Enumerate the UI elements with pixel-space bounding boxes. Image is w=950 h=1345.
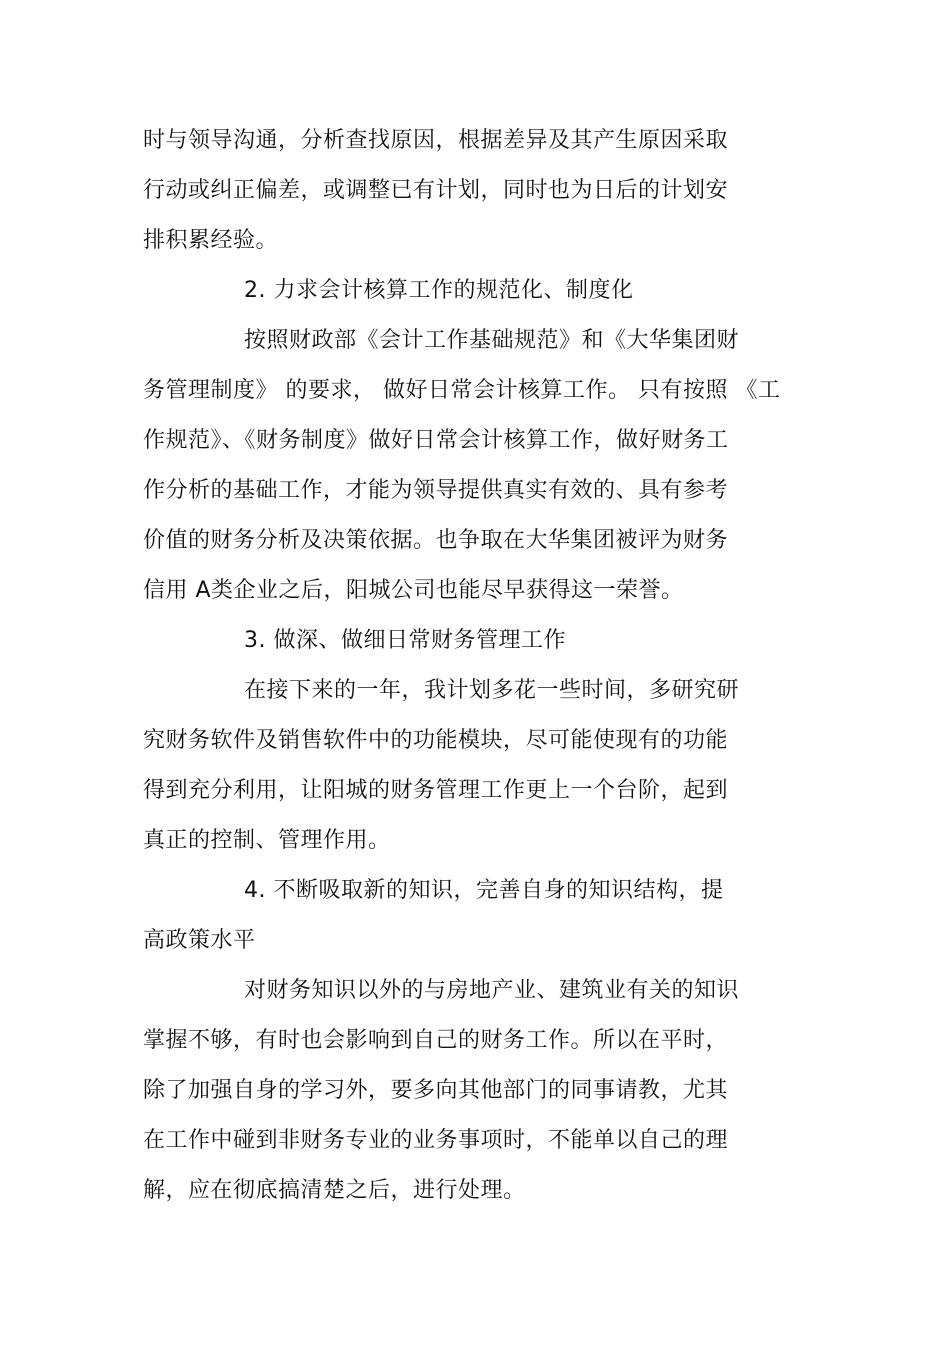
text-line: 行动或纠正偏差，或调整已有计划，同时也为日后的计划安 (143, 178, 729, 203)
text-line: 解，应在彻底搞清楚之后，进行处理。 (143, 1178, 526, 1203)
text-line: 对财务知识以外的与房地产业、建筑业有关的知识 (244, 978, 740, 1003)
text-line: 务管理制度》 的要求， 做好日常会计核算工作。 只有按照 《工 (143, 378, 781, 403)
text-line: 得到充分利用，让阳城的财务管理工作更上一个台阶，起到 (143, 778, 729, 803)
section-heading-3: 3. 做深、做细日常财务管理工作 (244, 628, 566, 653)
text-line: 按照财政部《会计工作基础规范》和《大华集团财 (244, 328, 740, 353)
text-line: 在接下来的一年，我计划多花一些时间，多研究研 (244, 678, 740, 703)
section-heading-4: 4. 不断吸取新的知识，完善自身的知识结构，提 (244, 878, 724, 903)
text-line: 时与领导沟通，分析查找原因，根据差异及其产生原因采取 (143, 128, 729, 153)
text-line: 信用 A类企业之后，阳城公司也能尽早获得这一荣誉。 (143, 578, 684, 603)
text-line: 作规范》、《财务制度》做好日常会计核算工作，做好财务工 (143, 428, 729, 453)
text-line: 排积累经验。 (143, 228, 279, 253)
text-line: 在工作中碰到非财务专业的业务事项时，不能单以自己的理 (143, 1128, 729, 1153)
text-line: 究财务软件及销售软件中的功能模块，尽可能使现有的功能 (143, 728, 729, 753)
text-line: 掌握不够，有时也会影响到自己的财务工作。所以在平时， (143, 1028, 729, 1053)
section-heading-4-continued: 高政策水平 (143, 928, 256, 953)
text-line: 作分析的基础工作，才能为领导提供真实有效的、具有参考 (143, 478, 729, 503)
text-line: 除了加强自身的学习外，要多向其他部门的同事请教，尤其 (143, 1078, 729, 1103)
text-line: 价值的财务分析及决策依据。也争取在大华集团被评为财务 (143, 528, 729, 553)
text-line: 真正的控制、管理作用。 (143, 828, 391, 853)
section-heading-2: 2. 力求会计核算工作的规范化、制度化 (244, 278, 634, 303)
